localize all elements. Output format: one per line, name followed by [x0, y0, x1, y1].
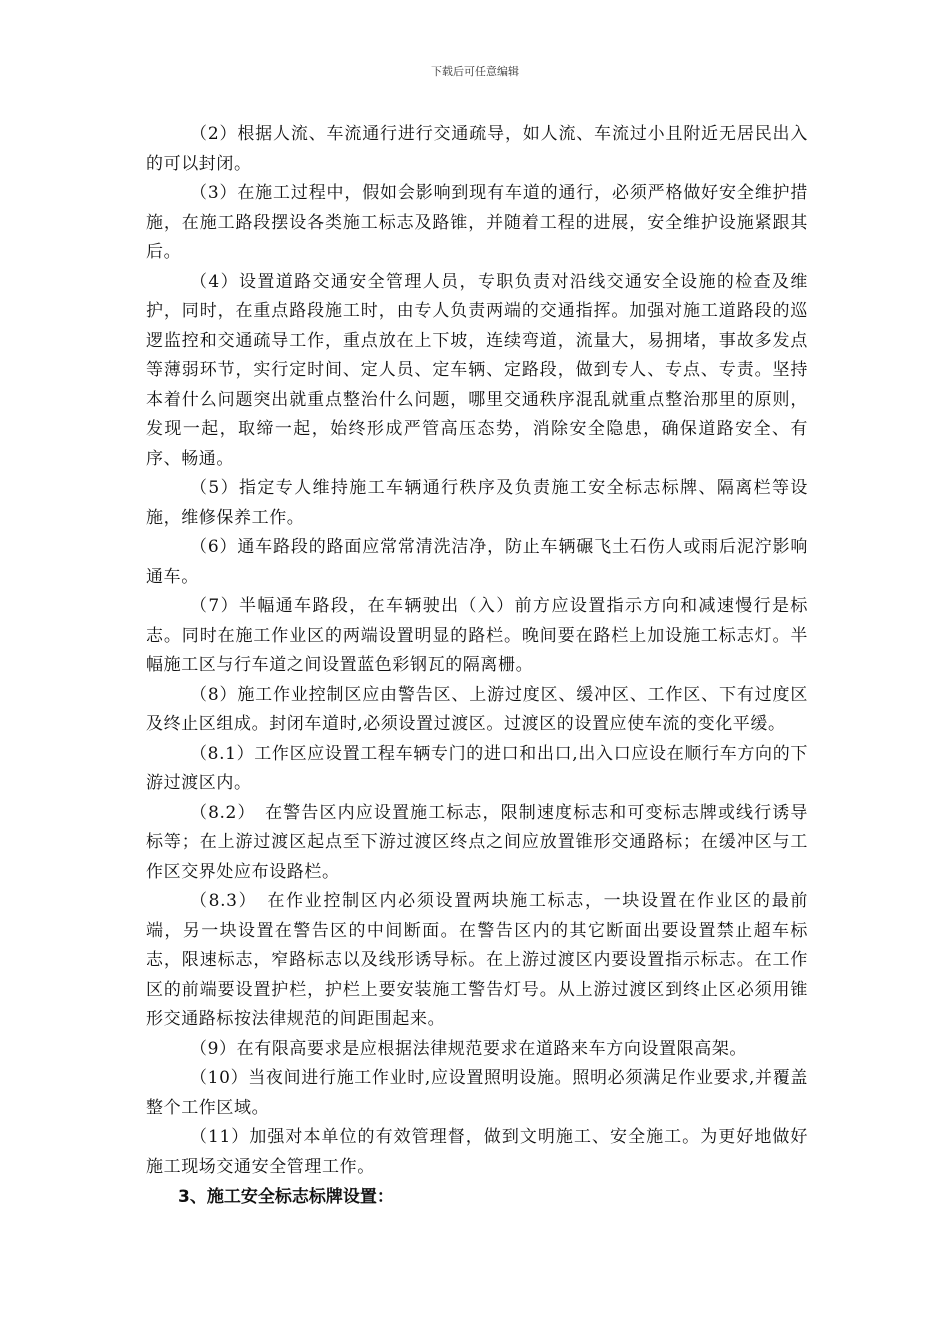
page-header-note: 下载后可任意编辑 [431, 65, 519, 78]
paragraph-11: （11）加强对本单位的有效管理督，做到文明施工、安全施工。为更好地做好施工现场交通安全管理工作。 [146, 1127, 808, 1177]
section-heading: 3、施工安全标志标牌设置： [178, 1187, 394, 1207]
paragraph-8-2: （8.2） 在警告区内应设置施工标志，限制速度标志和可变标志牌或线行诱导标等；在上游过渡区起点至下游过渡区终点之间应放置锥形交通路标；在缓冲区与工作区交界处应布设路栏。 [146, 802, 808, 882]
paragraph-2: （2）根据人流、车流通行进行交通疏导，如人流、车流过小且附近无居民出入的可以封闭。 [146, 124, 808, 174]
paragraph-8-3: （8.3） 在作业控制区内必须设置两块施工标志，一块设置在作业区的最前端，另一块设置在警告区的中间断面。在警告区内的其它断面出要设置禁止超车标志，限速标志，窄路标志以及线形诱导标。在上游过渡区内要设置指示标志。在工作区的前端要设置护栏，护栏上要安装施工警告灯号。从上游过渡区到终止区必须用锥形交通路标按法律规范的间距围起来。 [146, 891, 808, 1029]
paragraph-8: （8）施工作业控制区应由警告区、上游过度区、缓冲区、工作区、下有过度区及终止区组成。封闭车道时,必须设置过渡区。过渡区的设置应使车流的变化平缓。 [146, 684, 808, 734]
paragraph-5: （5）指定专人维持施工车辆通行秩序及负责施工安全标志标牌、隔离栏等设施，维修保养工作。 [146, 478, 808, 528]
paragraph-6: （6）通车路段的路面应常常清洗洁净，防止车辆碾飞土石伤人或雨后泥泞影响通车。 [146, 537, 808, 587]
paragraph-8-1: （8.1）工作区应设置工程车辆专门的进口和出口,出入口应设在顺行车方向的下游过渡区内。 [146, 743, 808, 793]
paragraph-10: （10）当夜间进行施工作业时,应设置照明设施。照明必须满足作业要求,并覆盖整个工作区域。 [146, 1068, 808, 1118]
paragraph-3: （3）在施工过程中，假如会影响到现有车道的通行，必须严格做好安全维护措施，在施工路段摆设各类施工标志及路锥，并随着工程的进展，安全维护设施紧跟其后。 [146, 183, 808, 262]
paragraph-9: （9）在有限高要求是应根据法律规范要求在道路来车方向设置限高架。 [190, 1038, 748, 1059]
document-body [146, 120, 808, 1212]
paragraph-7: （7）半幅通车路段，在车辆驶出（入）前方应设置指示方向和减速慢行是标志。同时在施工作业区的两端设置明显的路栏。晚间要在路栏上加设施工标志灯。半幅施工区与行车道之间设置蓝色彩钢瓦的隔离栅。 [146, 596, 808, 675]
paragraph-4: （4）设置道路交通安全管理人员，专职负责对沿线交通安全设施的检查及维护，同时，在重点路段施工时，由专人负责两端的交通指挥。加强对施工道路段的巡逻监控和交通疏导工作，重点放在上下坡，连续弯道，流量大，易拥堵，事故多发点等薄弱环节，实行定时间、定人员、定车辆、定路段，做到专人、专点、专责。坚持本着什么问题突出就重点整治什么问题，哪里交通秩序混乱就重点整治那里的原则，发现一起，取缔一起，始终形成严管高压态势，消除安全隐患，确保道路安全、有序、畅通。 [146, 271, 808, 469]
